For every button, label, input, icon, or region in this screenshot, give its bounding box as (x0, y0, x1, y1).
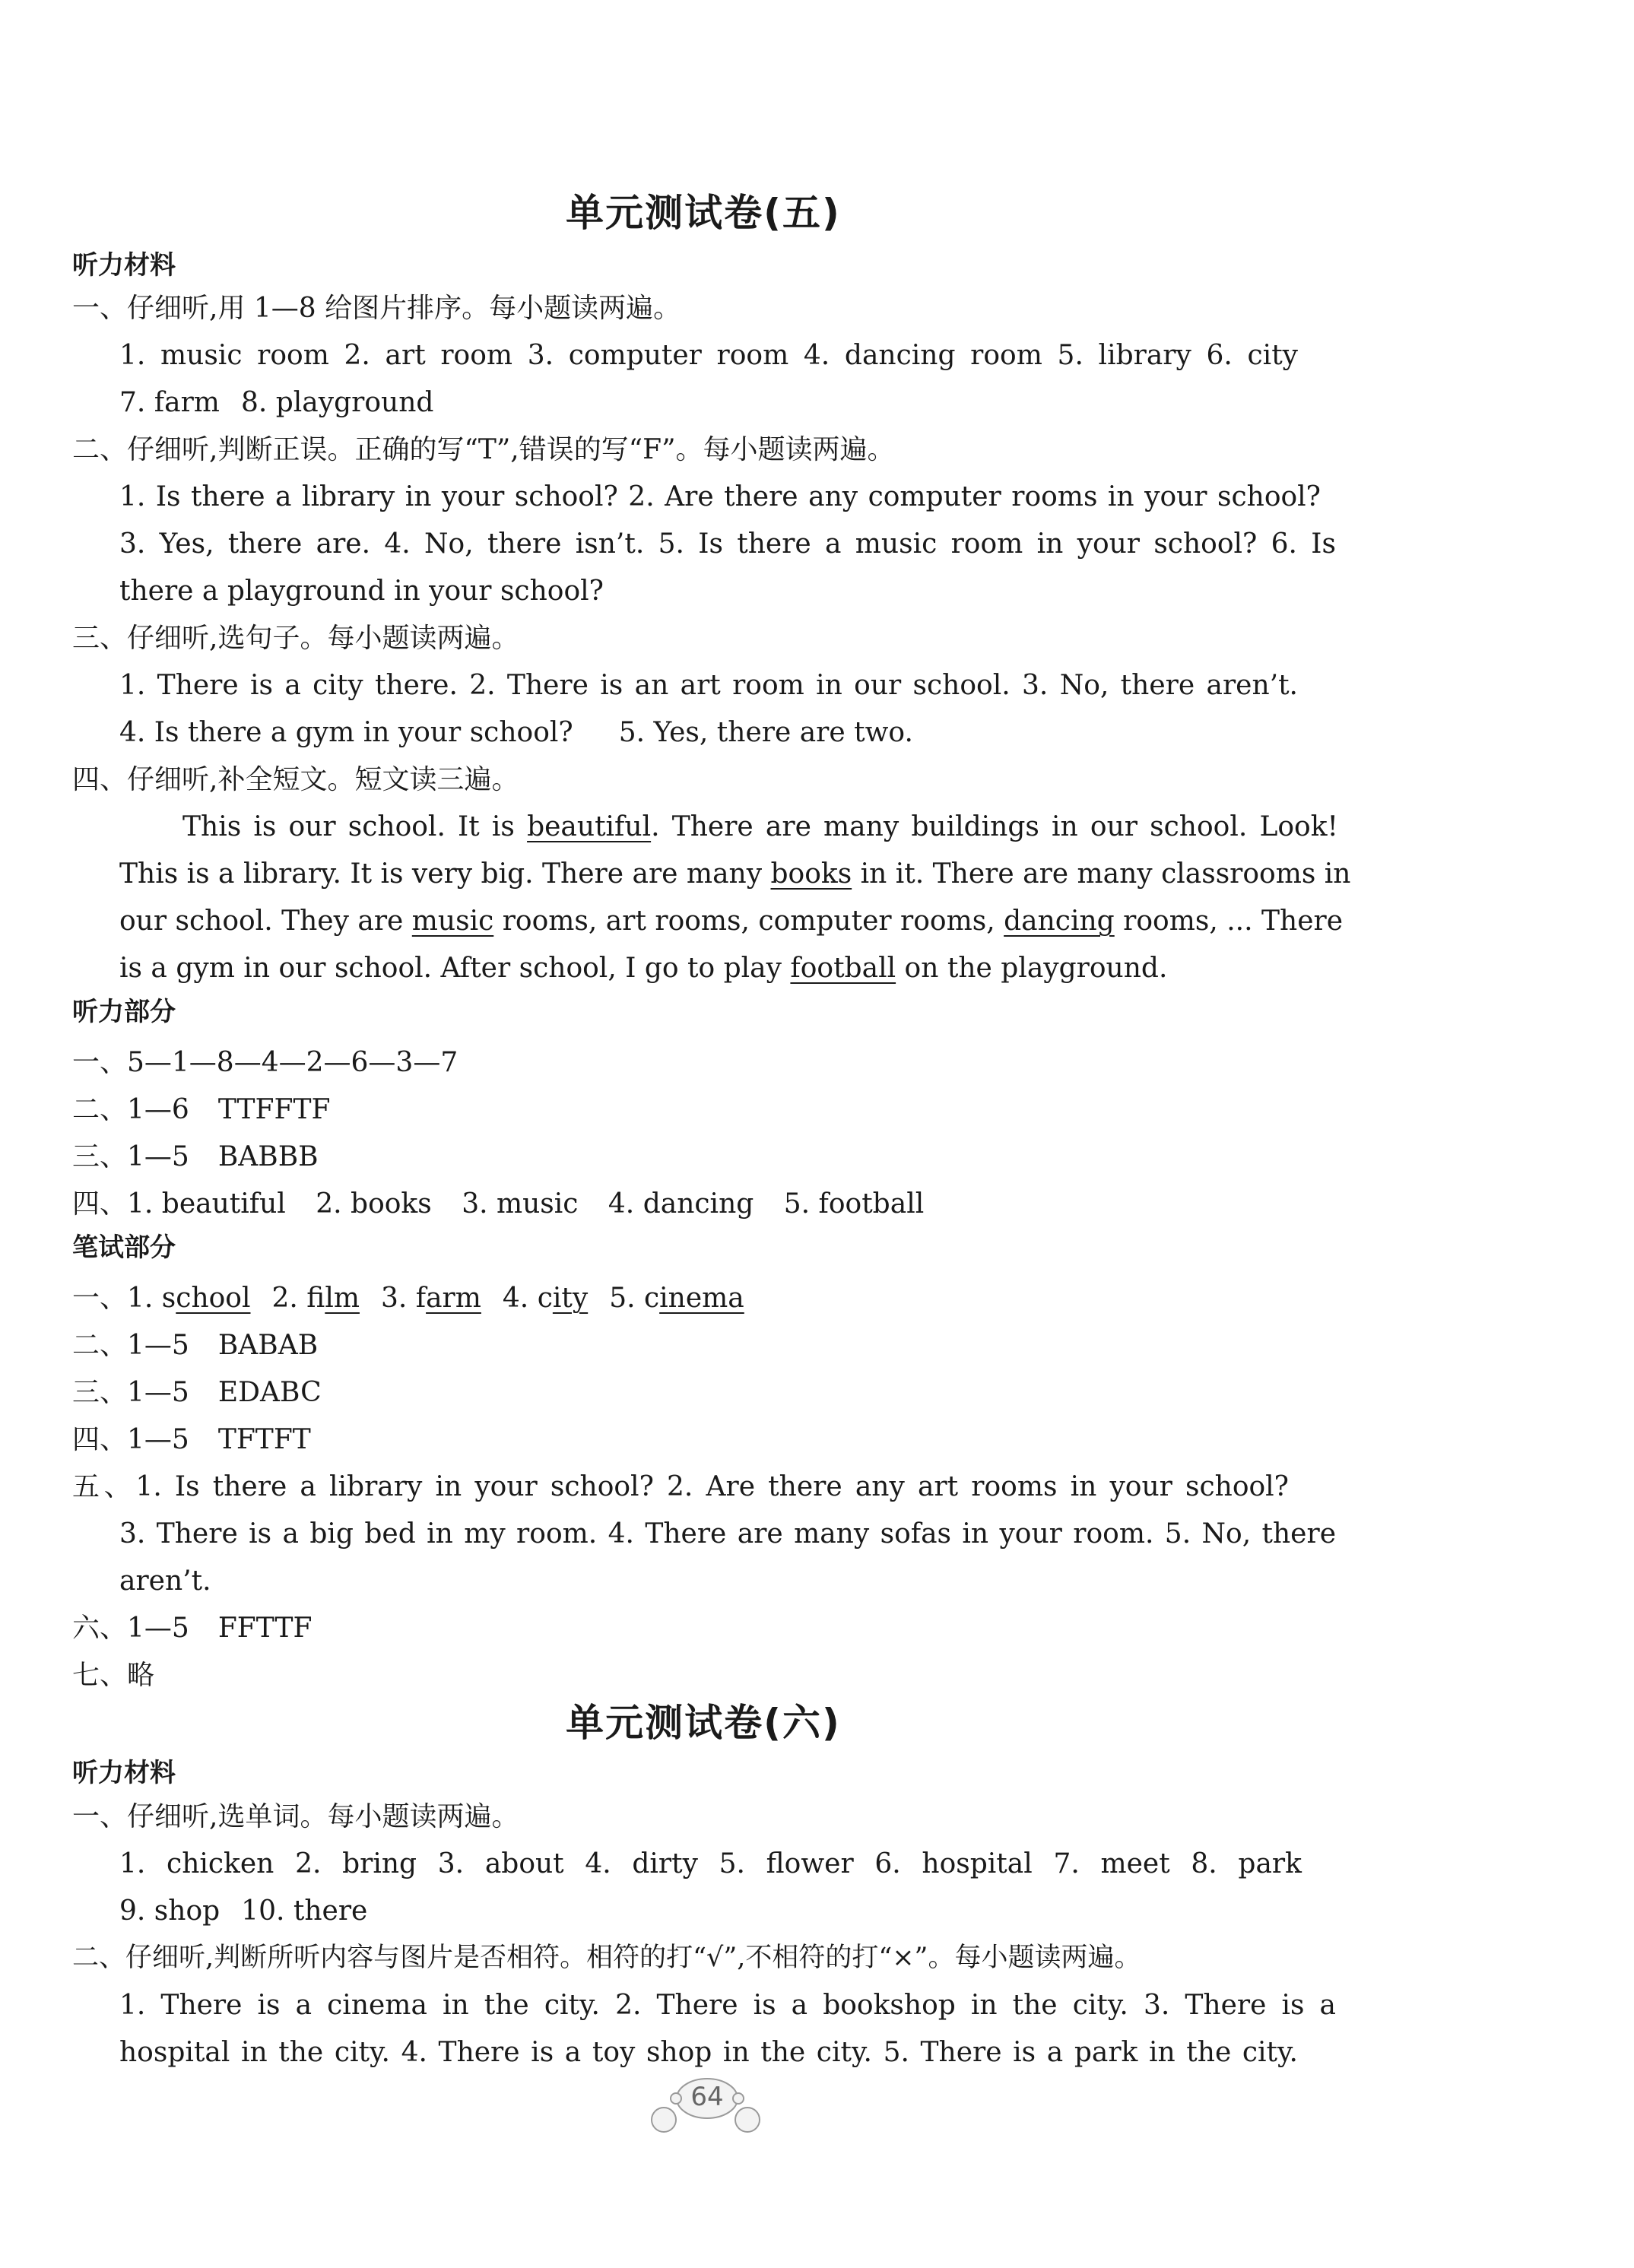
answer-item: 1. s (127, 1283, 176, 1314)
passage-text: on the playground. (896, 953, 1168, 984)
answer-blank: ilm (325, 1283, 360, 1314)
q3-item: 3. No, there aren’t. (1022, 670, 1298, 701)
q1-item: 3. computer room (527, 340, 789, 371)
answer-label: 四、1—5 (72, 1424, 189, 1455)
q3-item: 1. There is a city there. (119, 670, 458, 701)
answer-value: EDABC (217, 1377, 322, 1408)
q2-item: 1. Is there a library in your school? (119, 481, 618, 512)
answer-label: 三、1—5 (72, 1377, 189, 1408)
answer-item: 2. f (271, 1283, 325, 1314)
q3-item: 4. Is there a gym in your school? (119, 717, 573, 748)
q1-item: 7. farm (119, 387, 220, 418)
answer-value: TFTFT (217, 1424, 311, 1455)
section5-title: 单元测试卷(五) (566, 191, 841, 235)
q1-item: 4. dancing room (803, 340, 1042, 371)
q1-item: 8. park (1191, 1848, 1302, 1879)
answer-4 (72, 1188, 1365, 1220)
q1-item: 8. playground (240, 387, 434, 418)
passage-text: is a gym in our school. After school, I go to play (119, 953, 791, 984)
answer-item: 3. f (380, 1283, 427, 1314)
written-answer-1 (72, 1285, 1365, 1312)
page-number-text: 64 (690, 2082, 724, 2112)
s6-q2-items-line1 (119, 1992, 1336, 2019)
answer-value: BABAB (217, 1330, 319, 1361)
q1-item: 2. bring (295, 1848, 417, 1879)
q3-items-line2 (119, 719, 1412, 747)
answer-label: 一、 (72, 1283, 128, 1314)
answer-item: 2. Are there any art rooms in your school? (667, 1471, 1289, 1502)
q4-instruction: 四、仔细听,补全短文。短文读三遍。 (72, 764, 519, 795)
q2-item: 2. There is a bookshop in the city. (615, 1990, 1128, 2021)
written-answer-5-line2 (119, 1518, 1337, 1550)
passage-text: This is a library. It is very big. There are many (119, 858, 771, 890)
passage-text: . There are many buildings in our school. Look! (651, 811, 1338, 842)
q1-item: 10. there (241, 1895, 368, 1927)
q2-item: 1. There is a cinema in the city. (119, 1990, 600, 2021)
written-answer-7: 七、略 (72, 1660, 155, 1691)
passage-text: rooms, art rooms, computer rooms, (493, 906, 1004, 937)
blank-answer: dancing (1004, 906, 1115, 937)
answer-value: TTFFTF (217, 1094, 331, 1125)
passage-text: rooms, ... There (1114, 906, 1344, 937)
answer-1: 一、5—1—8—4—2—6—3—7 (72, 1047, 458, 1078)
written-answer-4 (72, 1426, 1365, 1454)
q1-item: 5. library (1057, 340, 1191, 371)
q2-item: 3. There is a (1143, 1990, 1336, 2021)
q2-items-line3: there a playground in your school? (119, 576, 604, 607)
passage-text: This is our school. It is (182, 811, 528, 842)
s6-q1-items-line1 (119, 1848, 1302, 1879)
written-answer-6 (72, 1615, 1365, 1642)
q2-item: 2. Are there any computer rooms in your school? (628, 481, 1321, 512)
answer-item: 4. There are many sofas in your room. (608, 1518, 1154, 1550)
q2-items-line2 (119, 528, 1336, 560)
q1-item: 1. chicken (119, 1848, 274, 1879)
passage-text: our school. They are (119, 906, 412, 937)
answer-item: 5. c (609, 1283, 660, 1314)
answer-item: 5. football (783, 1188, 925, 1220)
q1-instruction: 一、仔细听,用 1—8 给图片排序。每小题读两遍。 (72, 293, 681, 324)
listening-part-heading: 听力部分 (72, 997, 176, 1027)
q2-item: 6. Is (1271, 528, 1336, 560)
written-answer-5-line3: aren’t. (119, 1565, 211, 1597)
q1-item: 9. shop (119, 1895, 221, 1927)
q1-item: 1. music room (119, 340, 329, 371)
q4-paragraph-line2 (119, 858, 1351, 890)
s6-q1-instruction: 一、仔细听,选单词。每小题读两遍。 (72, 1801, 519, 1832)
q1-item: 6. hospital (874, 1848, 1033, 1879)
answer-item: 四、1. beautiful (72, 1188, 286, 1220)
answer-item: 4. c (502, 1283, 553, 1314)
answer-blank: ity (552, 1283, 589, 1314)
q1-items-line1 (119, 342, 1298, 370)
q2-item: hospital in the city. (119, 2037, 390, 2068)
answer-2 (72, 1096, 1365, 1124)
answer-value: BABBB (217, 1141, 319, 1172)
q3-item: 2. There is an art room in our school. (469, 670, 1011, 701)
page-number (650, 2076, 764, 2136)
answer-item: 3. There is a big bed in my room. (119, 1518, 598, 1550)
q1-item: 7. meet (1053, 1848, 1170, 1879)
answer-label: 六、1—5 (72, 1613, 189, 1644)
q2-item: 4. No, there isn’t. (384, 528, 645, 560)
written-answer-5-line1 (72, 1473, 1289, 1501)
blank-answer: music (411, 906, 494, 937)
q3-instruction: 三、仔细听,选句子。每小题读两遍。 (72, 623, 519, 654)
answer-label: 三、1—5 (72, 1141, 189, 1172)
q1-item: 3. about (437, 1848, 564, 1879)
q1-item: 4. dirty (585, 1848, 698, 1879)
blank-answer: beautiful (527, 811, 652, 842)
section6-title: 单元测试卷(六) (566, 1701, 841, 1745)
q1-item: 6. city (1206, 340, 1299, 371)
s6-q1-items-line2 (119, 1895, 1412, 1927)
q4-paragraph-line1 (182, 811, 1338, 842)
q1-item: 2. art room (344, 340, 513, 371)
blank-answer: books (770, 858, 852, 890)
written-answer-2 (72, 1332, 1365, 1359)
answer-blank: chool (176, 1283, 251, 1314)
answer-3 (72, 1141, 1365, 1172)
q2-items-line1 (119, 481, 1321, 512)
q2-item: 3. Yes, there are. (119, 528, 371, 560)
q4-paragraph-line3 (119, 906, 1344, 937)
answer-label: 二、1—6 (72, 1094, 189, 1125)
q2-item: 4. There is a toy shop in the city. (401, 2037, 872, 2068)
blank-answer: football (790, 953, 896, 984)
q2-item: 5. Is there a music room in your school? (658, 528, 1258, 560)
s6-q2-items-line2 (119, 2039, 1298, 2067)
s6-q2-instruction: 二、仔细听,判断所听内容与图片是否相符。相符的打“√”,不相符的打“×”。每小题读两遍。 (72, 1943, 1141, 1973)
answer-item: 五、1. Is there a library in your school? (72, 1471, 654, 1502)
answer-label: 二、1—5 (72, 1330, 189, 1361)
answer-blank: arm (426, 1283, 481, 1314)
written-part-heading: 笔试部分 (72, 1232, 176, 1263)
q3-items-line1 (119, 672, 1298, 699)
answer-item: 3. music (462, 1188, 579, 1220)
answer-item: 4. dancing (608, 1188, 754, 1220)
q2-item: 5. There is a park in the city. (883, 2037, 1298, 2068)
q1-item: 5. flower (719, 1848, 854, 1879)
listening-material-heading-6: 听力材料 (72, 1758, 176, 1788)
q3-item: 5. Yes, there are two. (618, 717, 913, 748)
answer-blank: inema (659, 1283, 744, 1314)
passage-text: in it. There are many classrooms in (852, 858, 1351, 890)
q1-items-line2 (119, 389, 1412, 417)
answer-value: FFTTF (217, 1613, 313, 1644)
q2-instruction: 二、仔细听,判断正误。正确的写“T”,错误的写“F”。每小题读两遍。 (72, 434, 895, 465)
answer-item: 2. books (316, 1188, 432, 1220)
answer-item: 5. No, there (1164, 1518, 1337, 1550)
q4-paragraph-line4 (119, 955, 1412, 982)
written-answer-3 (72, 1379, 1365, 1407)
listening-material-heading: 听力材料 (72, 250, 176, 281)
